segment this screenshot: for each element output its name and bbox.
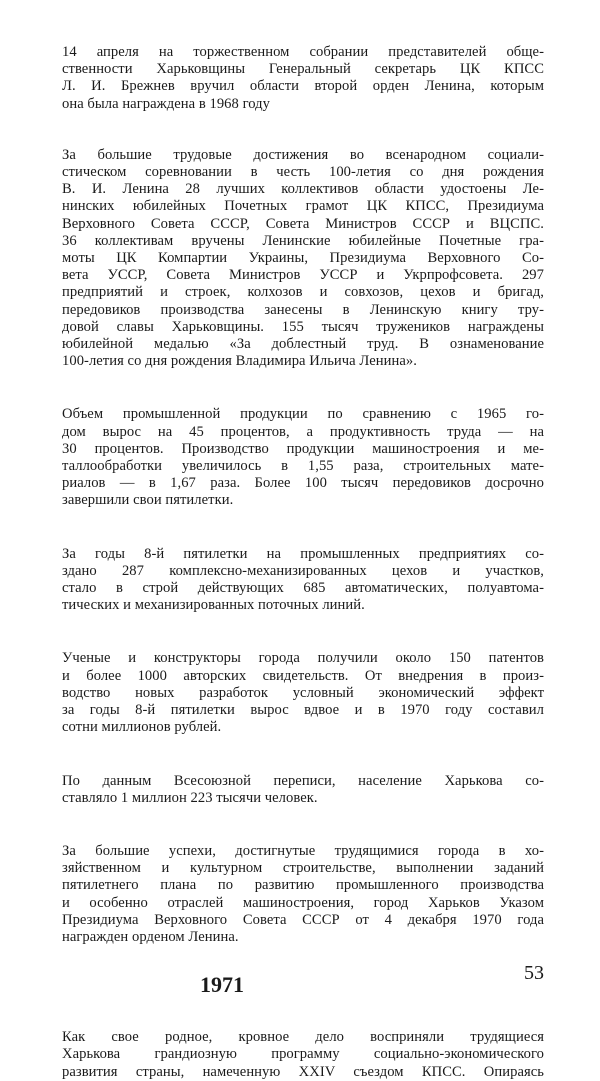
- text-line: завершили свои пятилетки.: [62, 492, 234, 509]
- text-line: 36 коллективам вручены Ленинские юбилейные Почетные гра-: [62, 232, 544, 249]
- text-line: здано 287 комплексно-механизированных цехов и участков,: [62, 562, 544, 579]
- paragraph-brezhnev-award: [62, 44, 544, 113]
- paragraph-census: [62, 773, 544, 807]
- text-line: награжден орденом Ленина.: [62, 928, 239, 945]
- text-line: юбилейной медалью «За доблестный труд. В ознаменование: [62, 336, 544, 353]
- text-line: Как свое родное, кровное дело восприняли трудящиеся: [62, 1029, 544, 1046]
- text-line: стало в строй действующих 685 автоматических, полуавтома-: [62, 580, 544, 597]
- text-line: сотни миллионов рублей.: [62, 719, 222, 736]
- text-line: она была награждена в 1968 году: [62, 95, 270, 112]
- text-line: За годы 8-й пятилетки на промышленных предприятиях со-: [62, 545, 544, 562]
- text-line: развития страны, намеченную XXIV съездом КПСС. Опираясь: [62, 1063, 544, 1080]
- text-line: По данным Всесоюзной переписи, население Харькова со-: [62, 772, 544, 789]
- text-line: 14 апреля на торжественном собрании представителей обще-: [62, 44, 544, 60]
- text-line: моты ЦК Компартии Украины, Президиума Верховного Со-: [62, 250, 544, 267]
- year-heading: 1971: [200, 972, 244, 998]
- text-line: пятилетнего плана по развитию промышленного производства: [62, 877, 544, 894]
- text-line: стическом соревновании в честь 100-летия со дня рождения: [62, 164, 544, 181]
- text-line: 30 процентов. Производство продукции машиностроения и ме-: [62, 440, 544, 457]
- text-line: Объем промышленной продукции по сравнению с 1965 го-: [62, 406, 544, 423]
- text-line: Ученые и конструкторы города получили около 150 патентов: [62, 650, 544, 667]
- text-line: передовиков производства занесены в Ленинскую книгу тру-: [62, 301, 544, 318]
- page-number: 53: [524, 962, 544, 984]
- text-line: ственности Харьковщины Генеральный секретарь ЦК КПСС: [62, 61, 544, 78]
- text-line: За большие успехи, достигнутые трудящимися города в хо-: [62, 842, 544, 859]
- paragraph-patents: [62, 650, 544, 736]
- paragraph-order-of-lenin: [62, 843, 544, 946]
- text-line: нинских юбилейных Почетных грамот ЦК КПСС, Президиума: [62, 198, 544, 215]
- text-line: риалов — в 1,67 раза. Более 100 тысяч передовиков досрочно: [62, 475, 544, 492]
- text-line: за годы 8-й пятилетки вырос вдвое и в 1970 году составил: [62, 702, 544, 719]
- text-line: дом вырос на 45 процентов, а продуктивность труда — на: [62, 423, 544, 440]
- text-line: тических и механизированных поточных линий.: [62, 597, 365, 614]
- text-line: предприятий и строек, колхозов и совхозов, цехов и бригад,: [62, 284, 544, 301]
- text-line: В. И. Ленина 28 лучших коллективов области удостоены Ле-: [62, 181, 544, 198]
- text-line: и особенно отраслей машиностроения, город Харьков Указом: [62, 894, 544, 911]
- text-line: и более 1000 авторских свидетельств. От внедрения в произ-: [62, 667, 544, 684]
- text-line: 100-летия со дня рождения Владимира Ильича Ленина».: [62, 353, 417, 370]
- text-line: За большие трудовые достижения во всенародном социали-: [62, 146, 544, 163]
- text-line: Верховного Совета СССР, Совета Министров СССР и ВЦСПС.: [62, 215, 544, 232]
- text-line: ставляло 1 миллион 223 тысячи человек.: [62, 789, 318, 806]
- text-line: зяйственном и культурном строительстве, выполнении заданий: [62, 860, 544, 877]
- text-line: Президиума Верховного Совета СССР от 4 декабря 1970 года: [62, 911, 544, 928]
- text-line: Л. И. Брежнев вручил области второй орден Ленина, которым: [62, 78, 544, 95]
- paragraph-xxiv-congress: [62, 1029, 544, 1081]
- paragraph-labor-achievements: [62, 147, 544, 371]
- paragraph-industrial-output: [62, 406, 544, 509]
- text-line: водство новых разработок условный экономический эффект: [62, 684, 544, 701]
- page-body: [62, 44, 544, 1081]
- text-line: вета УССР, Совета Министров УССР и Укрпрофсовета. 297: [62, 267, 544, 284]
- text-line: Харькова грандиозную программу социально-экономического: [62, 1046, 544, 1063]
- text-line: довой славы Харьковщины. 155 тысяч тружеников награждены: [62, 318, 544, 335]
- text-line: таллообработки увеличилось в 1,55 раза, строительных мате-: [62, 458, 544, 475]
- section-gap: [62, 998, 544, 1029]
- paragraph-mechanization: [62, 546, 544, 615]
